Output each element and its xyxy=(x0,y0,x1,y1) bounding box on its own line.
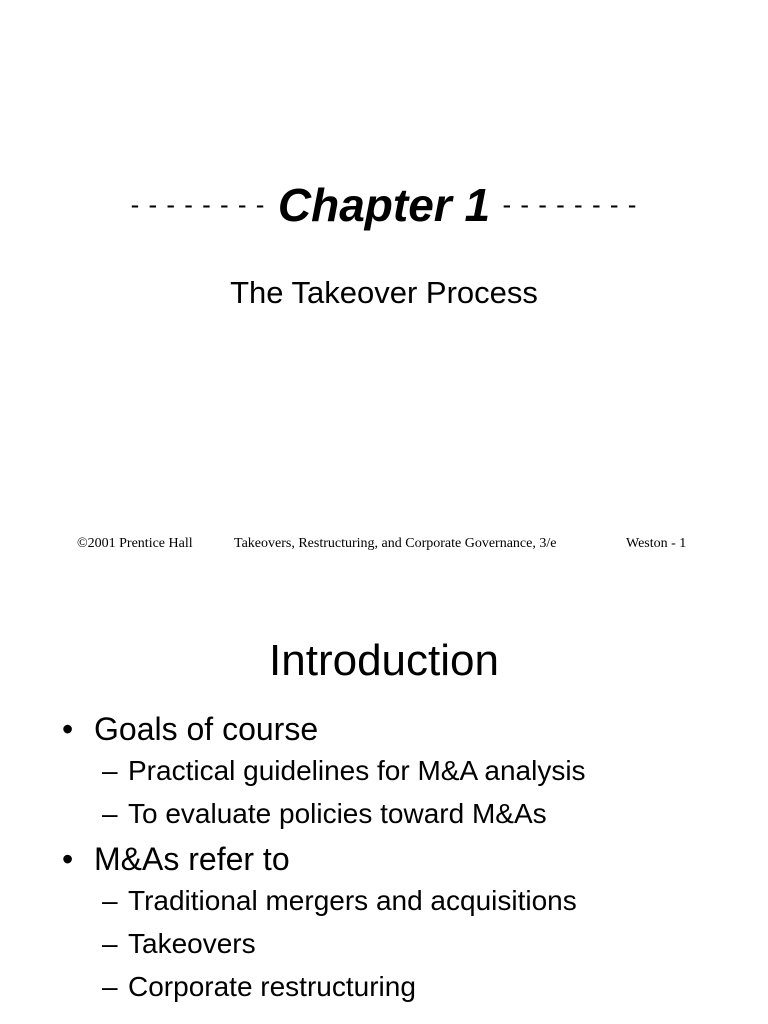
dash-icon: – xyxy=(102,885,118,916)
dash-icon: – xyxy=(102,798,118,829)
dash-icon: – xyxy=(102,928,118,959)
sub-bullet-item xyxy=(62,879,586,922)
sub-bullet-item xyxy=(62,922,586,965)
bullet-text: Goals of course xyxy=(94,711,319,747)
bullet-item xyxy=(62,709,586,749)
dash-icon: – xyxy=(102,755,118,786)
bullet-text: M&As refer to xyxy=(94,841,290,877)
slide-title: Introduction xyxy=(269,636,499,685)
sub-bullet-item xyxy=(62,792,586,835)
bullet-icon: • xyxy=(62,841,74,877)
chapter-title-row xyxy=(0,178,768,232)
bullet-icon: • xyxy=(62,711,74,747)
sub-bullet-item xyxy=(62,749,586,792)
footer-book-title: Takeovers, Restructuring, and Corporate Governance, 3/e xyxy=(234,536,557,551)
sub-bullet-text: Takeovers xyxy=(128,928,256,959)
sub-bullet-item xyxy=(62,965,586,1008)
title-dashes-right: - - - - - - - - xyxy=(502,189,638,220)
dash-icon: – xyxy=(102,971,118,1002)
sub-bullet-text: Practical guidelines for M&A analysis xyxy=(128,755,586,786)
chapter-title: Chapter 1 xyxy=(277,179,491,231)
sub-bullet-text: Traditional mergers and acquisitions xyxy=(128,885,577,916)
sub-bullet-text: Corporate restructuring xyxy=(128,971,416,1002)
title-dashes-left: - - - - - - - - xyxy=(130,189,266,220)
footer-page-number: Weston - 1 xyxy=(626,536,687,551)
sub-bullet-text: To evaluate policies toward M&As xyxy=(128,798,547,829)
bullet-list xyxy=(62,709,586,1008)
bullet-item xyxy=(62,839,586,879)
footer-copyright: ©2001 Prentice Hall xyxy=(77,536,193,551)
chapter-subtitle: The Takeover Process xyxy=(230,275,538,310)
slide-introduction xyxy=(0,575,768,1024)
